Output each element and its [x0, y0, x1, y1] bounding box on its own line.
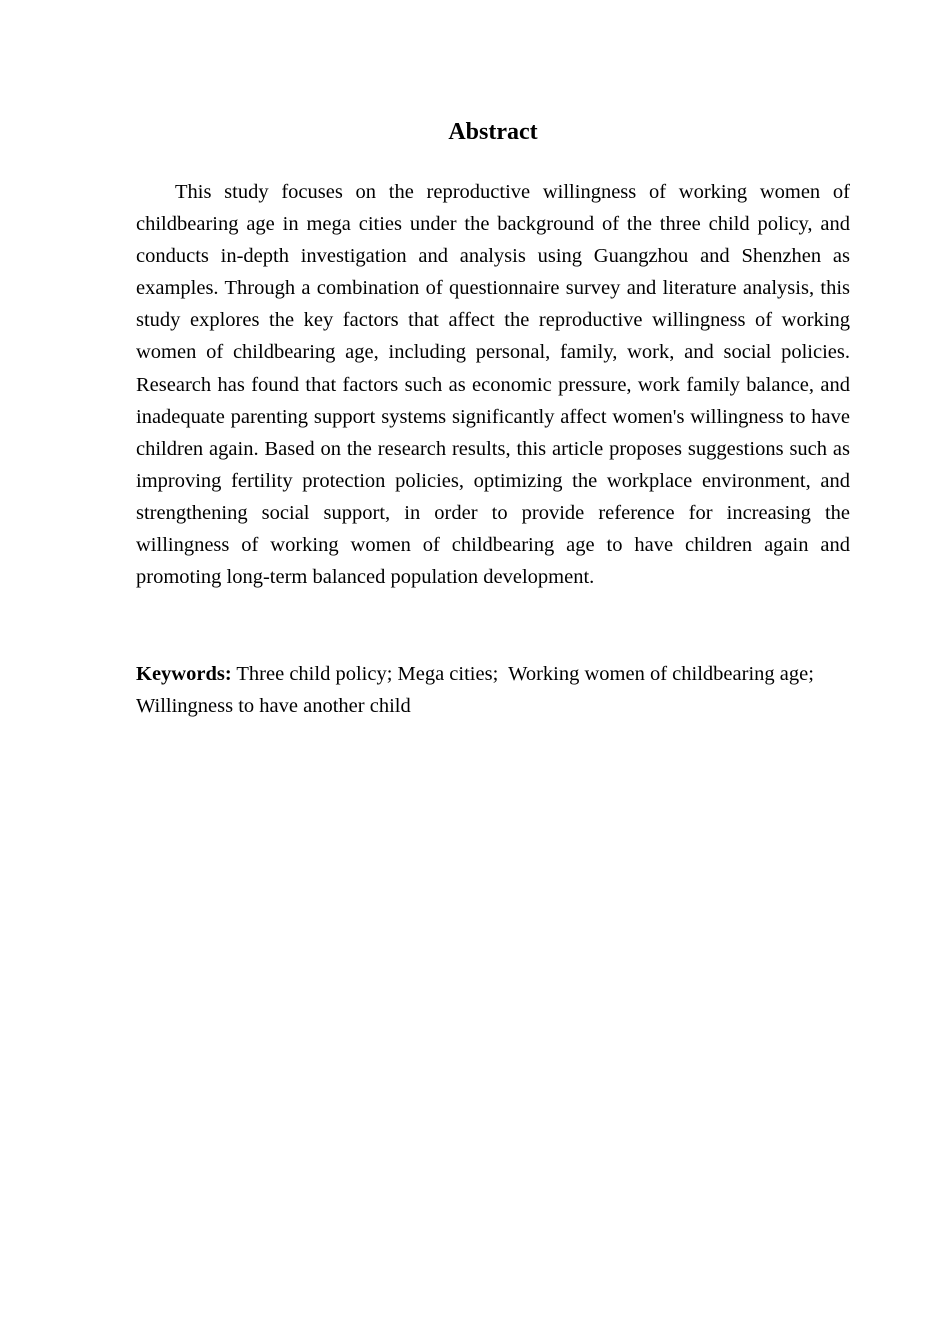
abstract-body: This study focuses on the reproductive willingness of working women of childbearing age in mega cities under the background of the three child policy, and conducts in-depth investigation and analysis using Guangzhou and Shenzhen as examples. Through a combination of questionnaire survey and literature analysis, this study explores the key factors that affect the reproductive willingness of working women of childbearing age, including personal, family, work, and social policies. Research has found that factors such as economic pressure, work family balance, and inadequate parenting support systems significantly affect women's willingness to have children again. Based on the research results, this article proposes suggestions such as improving fertility protection policies, optimizing the workplace environment, and strengthening social support, in order to provide reference for increasing the willingness of working women of childbearing age to have children again and promoting long-term balanced population development.: [136, 181, 850, 589]
keywords-label: Keywords:: [136, 663, 232, 685]
keywords-text: Three child policy; Mega cities; Working women of childbearing age; Willingness to have another child: [136, 663, 824, 718]
abstract-title: Abstract: [448, 119, 538, 145]
keywords-line: [136, 658, 850, 722]
